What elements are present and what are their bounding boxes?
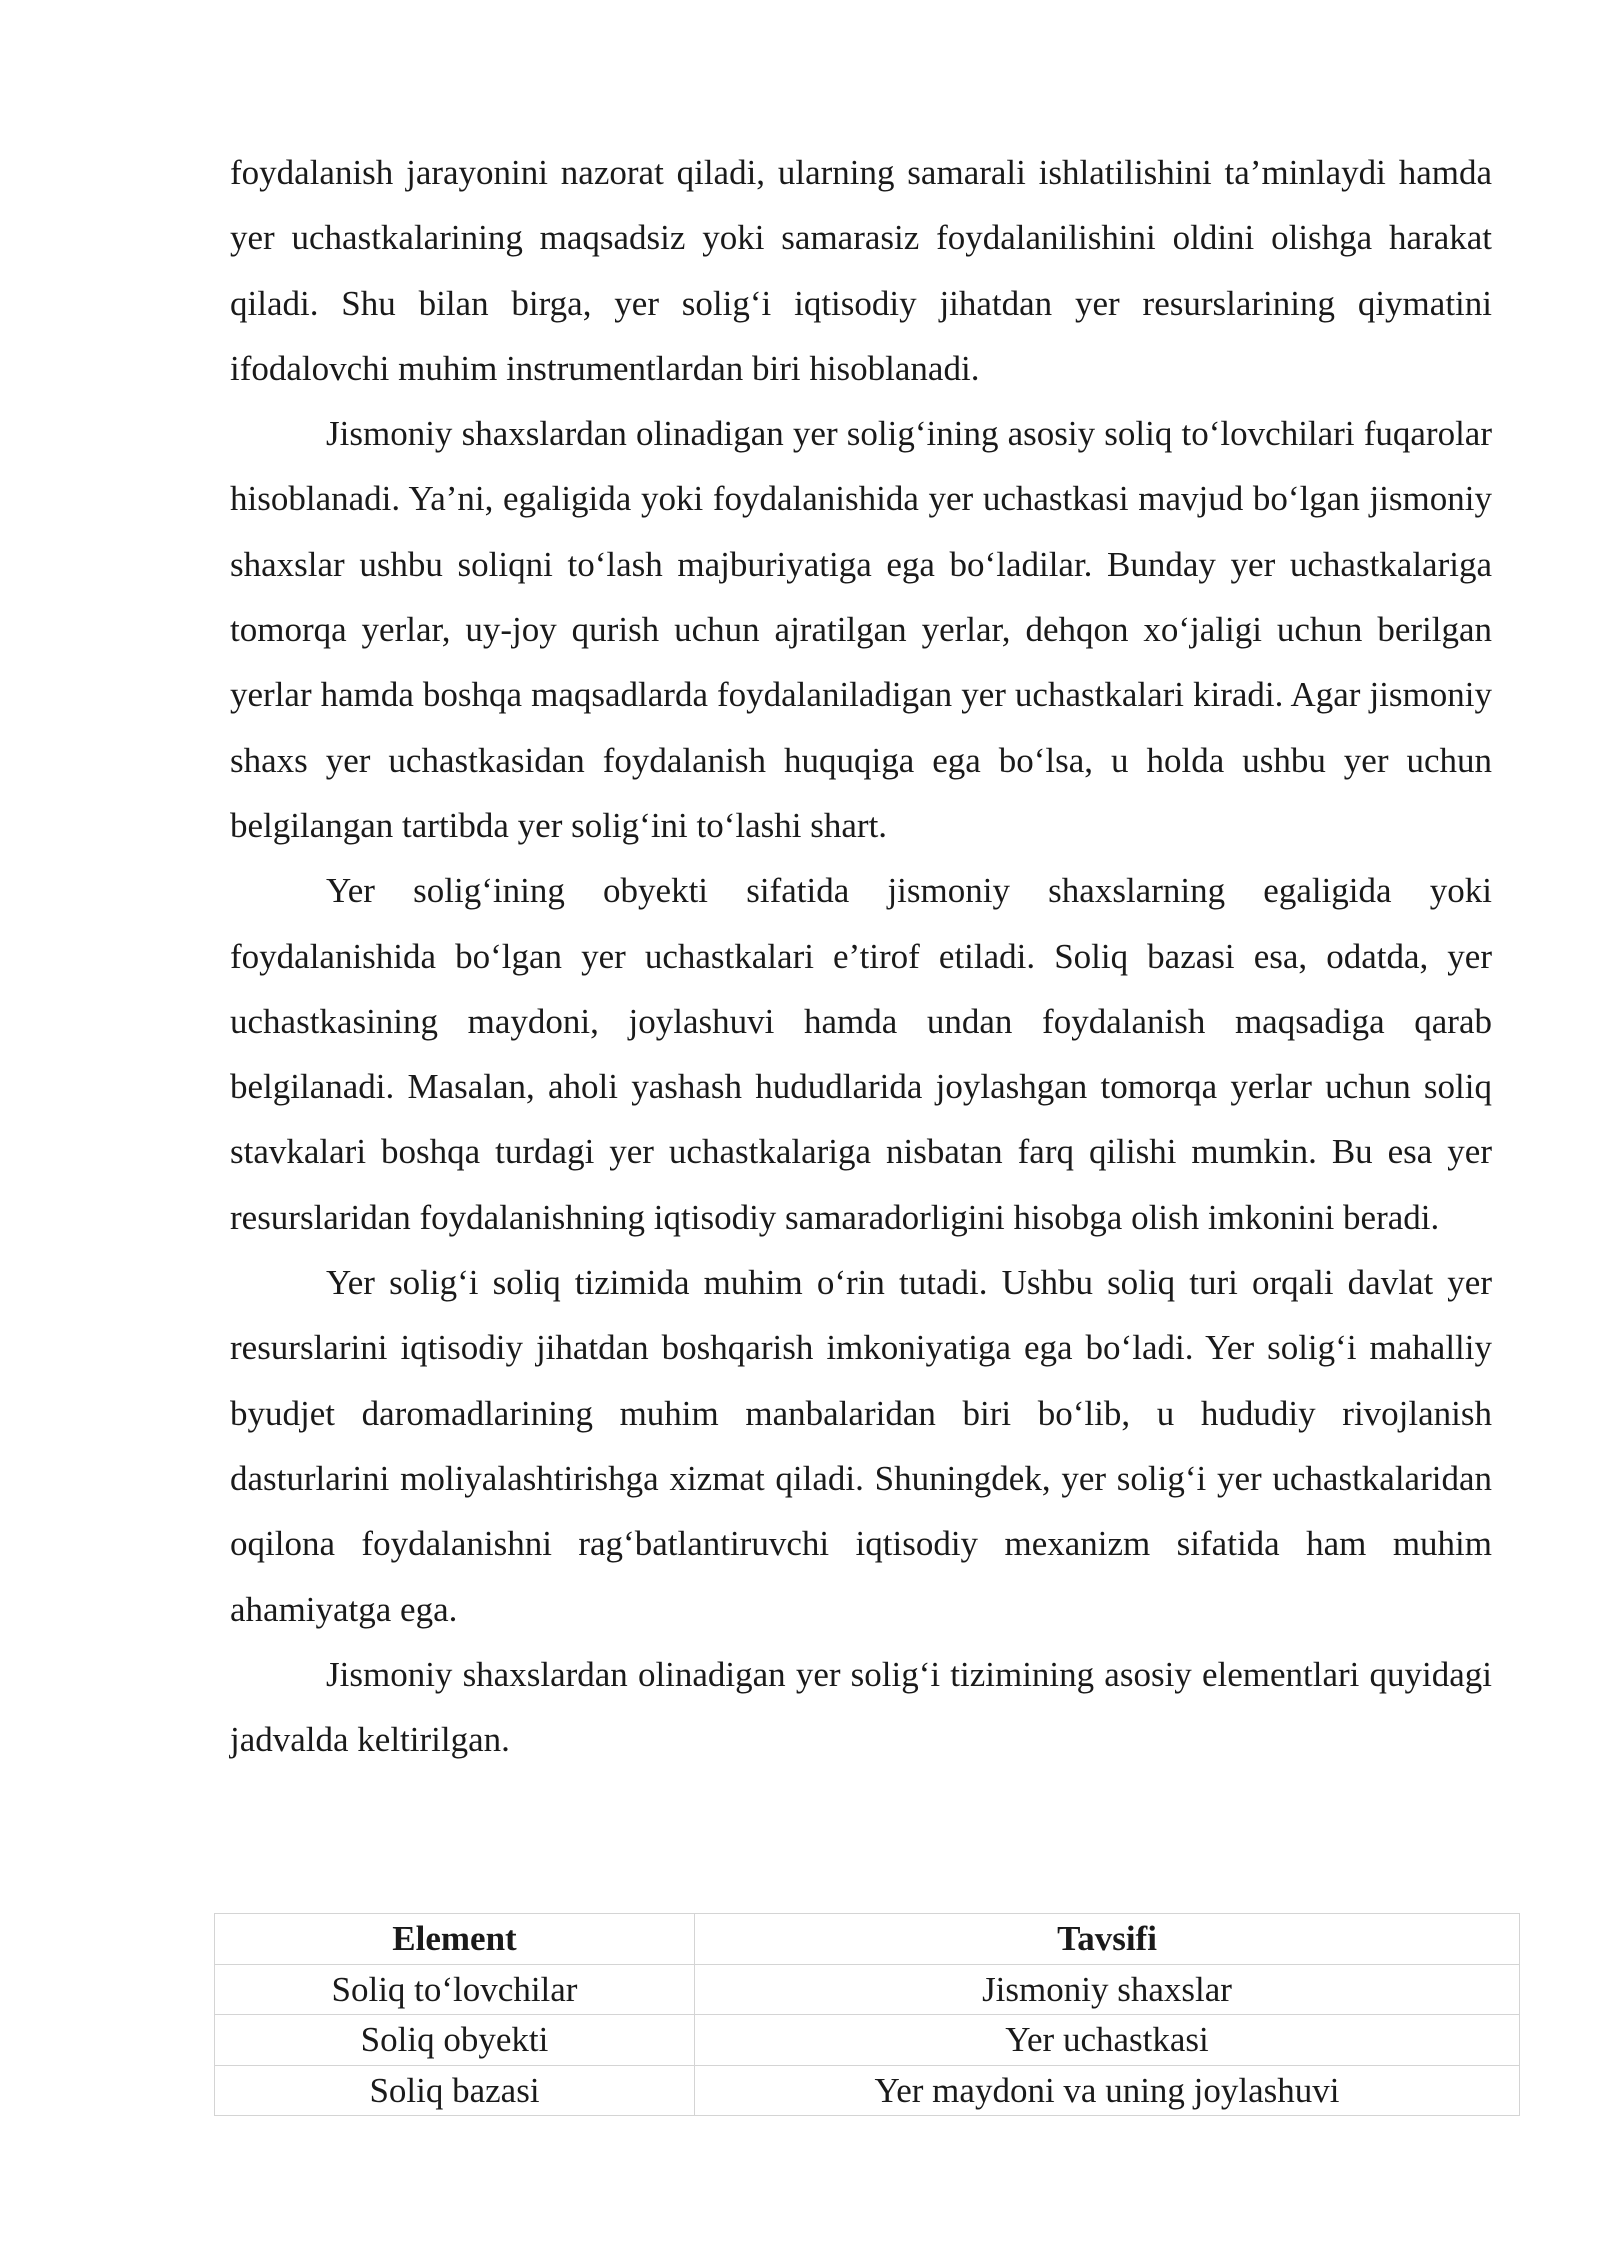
- paragraph-continuation: foydalanish jarayonini nazorat qiladi, ularning samarali ishlatilishini ta’minlaydi hamda yer uchastkalarining maqsadsiz yoki samarasiz foydalanilishini oldini olishga harakat qiladi. Shu bilan birga, yer solig‘i iqtisodiy jihatdan yer resurslarining qiymatini ifodalovchi muhim instrumentlardan biri hisoblanadi.: [230, 153, 1492, 388]
- paragraph-tax-payers: Jismoniy shaxslardan olinadigan yer solig‘ining asosiy soliq to‘lovchilari fuqarolar hisoblanadi. Ya’ni, egaligida yoki foydalanishida yer uchastkasi mavjud bo‘lgan jismoniy shaxslar ushbu soliqni to‘lash majburiyatiga ega bo‘ladilar. Bunday yer uchastkalariga tomorqa yerlar, uy-joy qurish uchun ajratilgan yerlar, dehqon xo‘jaligi uchun berilgan yerlar hamda boshqa maqsadlarda foydalaniladigan yer uchastkalari kiradi. Agar jismoniy shaxs yer uchastkasidan foydalanish huquqiga ega bo‘lsa, u holda ushbu yer uchun belgilangan tartibda yer solig‘ini to‘lashi shart.: [230, 414, 1492, 845]
- table-row: [215, 1964, 1520, 2015]
- table-cell-element: Soliq to‘lovchilar: [215, 1964, 695, 2015]
- paragraph-tax-object: Yer solig‘ining obyekti sifatida jismoniy shaxslarning egaligida yoki foydalanishida bo‘lgan yer uchastkalari e’tirof etiladi. Soliq bazasi esa, odatda, yer uchastkasining maydoni, joylashuvi hamda undan foydalanish maqsadiga qarab belgilanadi. Masalan, aholi yashash hududlarida joylashgan tomorqa yerlar uchun soliq stavkalari boshqa turdagi yer uchastkalariga nisbatan farq qilishi mumkin. Bu esa yer resurslaridan foydalanishning iqtisodiy samaradorligini hisobga olish imkonini beradi.: [230, 871, 1492, 1237]
- table-row: [215, 2065, 1520, 2116]
- document-body: [230, 140, 1492, 1772]
- table-cell-description: Yer uchastkasi: [695, 2015, 1520, 2066]
- tax-elements-table: [214, 1913, 1520, 2116]
- table-cell-element: Soliq bazasi: [215, 2065, 695, 2116]
- table-cell-description: Yer maydoni va uning joylashuvi: [695, 2065, 1520, 2116]
- table-header-element: Element: [215, 1914, 695, 1965]
- table-cell-element: Soliq obyekti: [215, 2015, 695, 2066]
- table-header-row: [215, 1914, 1520, 1965]
- paragraph-tax-role: Yer solig‘i soliq tizimida muhim o‘rin tutadi. Ushbu soliq turi orqali davlat yer resurslarini iqtisodiy jihatdan boshqarish imkoniyatiga ega bo‘ladi. Yer solig‘i mahalliy byudjet daromadlarining muhim manbalaridan biri bo‘lib, u hududiy rivojlanish dasturlarini moliyalashtirishga xizmat qiladi. Shuningdek, yer solig‘i yer uchastkalaridan oqilona foydalanishni rag‘batlantiruvchi iqtisodiy mexanizm sifatida ham muhim ahamiyatga ega.: [230, 1263, 1492, 1629]
- table-row: [215, 2015, 1520, 2066]
- paragraph-table-intro: Jismoniy shaxslardan olinadigan yer solig‘i tizimining asosiy elementlari quyidagi jadvalda keltirilgan.: [230, 1654, 1492, 1760]
- table-cell-description: Jismoniy shaxslar: [695, 1964, 1520, 2015]
- table-header-description: Tavsifi: [695, 1914, 1520, 1965]
